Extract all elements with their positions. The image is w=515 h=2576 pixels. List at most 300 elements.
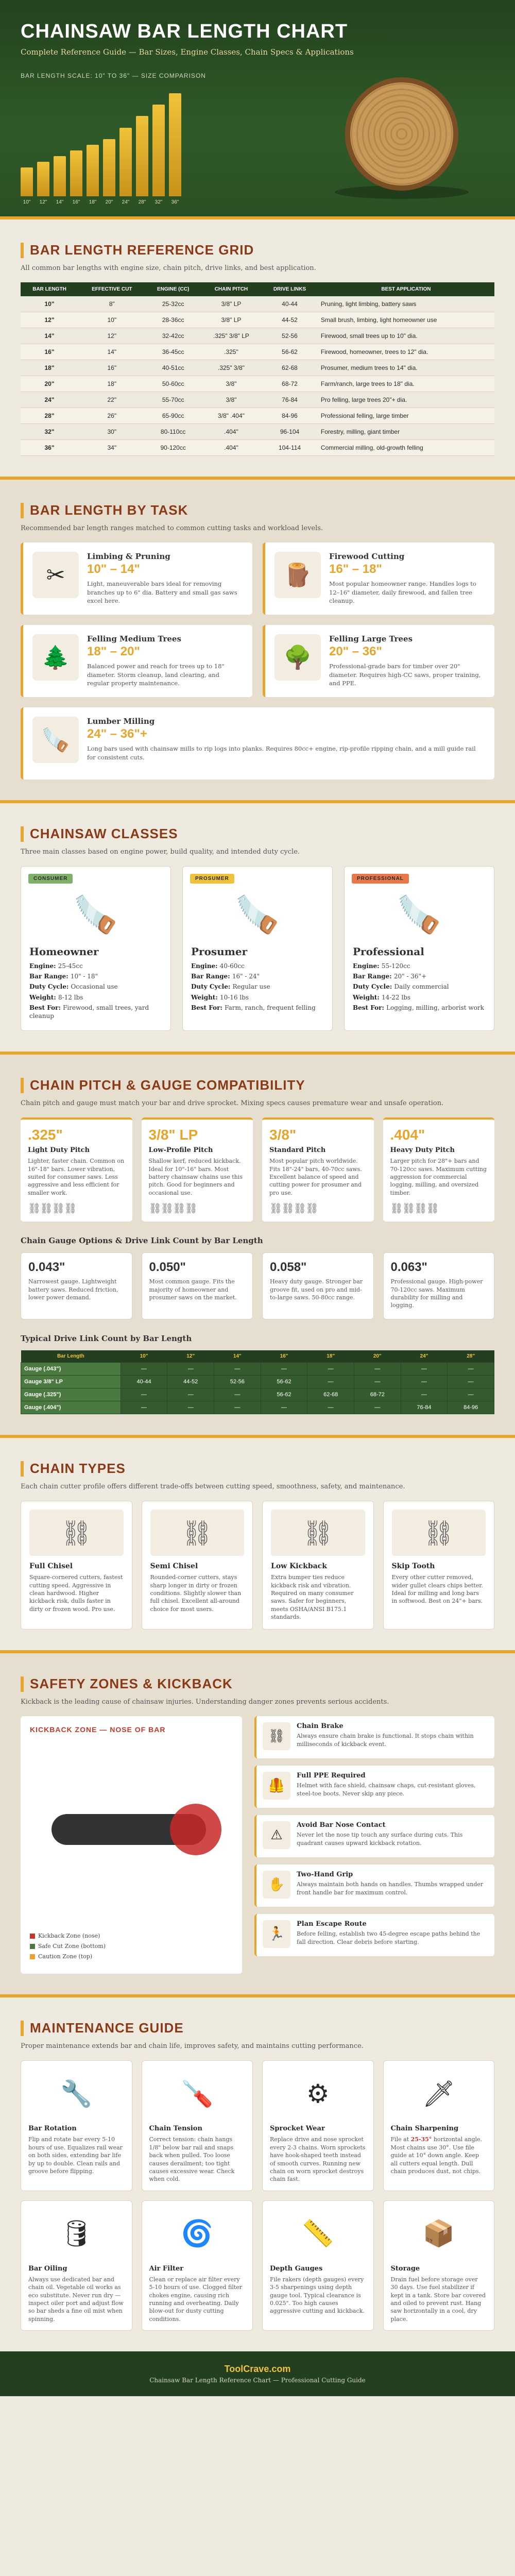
- chain-icon: ⛓: [271, 1510, 365, 1556]
- task-text: Balanced power and reach for trees up to 18" diameter. Storm cleanup, land clearing, and regular property maintenance.: [87, 663, 225, 687]
- dl-cell: —: [167, 1363, 214, 1376]
- maintenance-icon: ⚙: [306, 2079, 330, 2109]
- chain-type-card: [21, 1501, 132, 1630]
- table-cell: .325" 3/8": [201, 360, 262, 376]
- table-row: [21, 440, 494, 456]
- safety-tip-name: Plan Escape Route: [297, 1920, 367, 1928]
- dl-cell: —: [214, 1388, 261, 1401]
- maintenance-name: Chain Sharpening: [390, 2125, 459, 2133]
- class-grid: [21, 866, 494, 1031]
- safety-body: [297, 1821, 488, 1851]
- maintenance-icon: 🛢: [60, 2218, 93, 2249]
- chainsaw-icon: 🪚: [235, 893, 280, 936]
- dl-header-cell: 14": [214, 1350, 261, 1363]
- safety-icon: 🏃: [263, 1920, 290, 1948]
- safety-body: [297, 1920, 488, 1950]
- class-spec: [353, 962, 486, 970]
- chain-icon: ⛓⛓⛓⛓: [28, 1202, 76, 1215]
- chain-icon: ⛓⛓⛓⛓: [390, 1202, 439, 1215]
- chain-type-name: Semi Chisel: [150, 1562, 198, 1571]
- table-cell: 3/8": [201, 392, 262, 408]
- dl-cell: —: [307, 1401, 354, 1414]
- table-cell: 56-62: [262, 344, 318, 360]
- table-row: [21, 376, 494, 392]
- dl-cell: —: [214, 1401, 261, 1414]
- table-cell: 3/8" LP: [201, 312, 262, 328]
- footer-site[interactable]: ToolCrave.com: [224, 2364, 291, 2375]
- table-cell: 104-114: [262, 440, 318, 456]
- gauge-text: Most common gauge. Fits the majority of homeowner and prosumer saws on the market.: [149, 1278, 237, 1301]
- table-cell: .404": [201, 424, 262, 440]
- table-row: [21, 312, 494, 328]
- class-spec: [29, 972, 162, 980]
- dl-cell: —: [121, 1363, 167, 1376]
- safety-tip: [254, 1716, 494, 1758]
- dl-row: [21, 1388, 494, 1401]
- table-cell: 16": [21, 344, 78, 360]
- section-description: Kickback is the leading cause of chainsaw injuries. Understanding danger zones prevents serious accidents.: [21, 1698, 389, 1706]
- chain-type-name: Skip Tooth: [391, 1562, 435, 1571]
- bar-tick-label: 28": [138, 199, 146, 205]
- pitch-card: [383, 1117, 495, 1222]
- safety-tip-text: Helmet with face shield, chainsaw chaps, cut-resistant gloves, steel-toe boots. Never skip any piece.: [297, 1782, 476, 1797]
- table-cell: 28-36cc: [146, 312, 201, 328]
- bar-tick-label: 16": [72, 199, 80, 205]
- dl-cell: Gauge 3/8" LP: [21, 1376, 121, 1388]
- safety-section: [0, 1650, 515, 1994]
- table-row: [21, 360, 494, 376]
- maintenance-name: Storage: [390, 2264, 420, 2273]
- dl-cell: Gauge (.325"): [21, 1388, 121, 1401]
- bar-tick-label: 12": [39, 199, 47, 205]
- chain-type-name: Full Chisel: [29, 1562, 73, 1571]
- task-length: 10" – 14": [87, 562, 140, 576]
- table-cell: 40-51cc: [146, 360, 201, 376]
- dl-cell: 62-68: [307, 1388, 354, 1401]
- maintenance-card: [142, 2060, 253, 2191]
- section-title: SAFETY ZONES & KICKBACK: [21, 1676, 494, 1692]
- footer: [0, 2351, 515, 2396]
- kickback-legend: [30, 1931, 106, 1961]
- maintenance-name: Chain Tension: [149, 2125, 202, 2133]
- chain-type-text: Rounded-corner cutters, stays sharp longer in dirty or frozen conditions. Slightly slower than full chisel. Excellent all-around choice for most users.: [150, 1574, 242, 1613]
- table-cell: 3/8" LP: [201, 296, 262, 312]
- table-cell: Pro felling, large trees 20"+ dia.: [318, 392, 494, 408]
- safety-tip-name: Avoid Bar Nose Contact: [297, 1821, 386, 1829]
- pitch-section: [0, 1052, 515, 1435]
- safety-tip-name: Full PPE Required: [297, 1772, 366, 1780]
- table-row: [21, 408, 494, 424]
- table-cell: 16": [78, 360, 146, 376]
- maintenance-section: [0, 1994, 515, 2351]
- table-cell: Firewood, small trees up to 10" dia.: [318, 328, 494, 344]
- maintenance-card: [21, 2060, 132, 2191]
- table-cell: Professional felling, large timber: [318, 408, 494, 424]
- class-body: [183, 945, 332, 1022]
- dl-row: [21, 1401, 494, 1414]
- bar-column: [136, 116, 148, 205]
- table-cell: 3/8": [201, 376, 262, 392]
- legend-swatch: [30, 1944, 35, 1949]
- maintenance-text: File at 25-35° horizontal angle. Most chains use 30°. Use file guide at 10° down angle. Keep all cutters equal length. Dull chain produces dust, not chips.: [390, 2136, 483, 2175]
- gauge-value: 0.058": [270, 1260, 307, 1275]
- task-icon: 🪚: [32, 717, 79, 763]
- pitch-value: 3/8": [269, 1127, 297, 1143]
- maintenance-card: [142, 2200, 253, 2331]
- table-cell: Forestry, milling, giant timber: [318, 424, 494, 440]
- pitch-name: Standard Pitch: [269, 1146, 326, 1155]
- maintenance-text: Replace drive and nose sprocket every 2-3 chains. Worn sprockets have hook-shaped teeth instead of smooth curves. Running new chain on worn sprocket destroys chain fast.: [270, 2136, 366, 2183]
- dl-cell: —: [167, 1388, 214, 1401]
- class-spec-value: Firewood, small trees, yard cleanup: [29, 1004, 149, 1020]
- class-body: [21, 945, 170, 1030]
- dl-cell: —: [121, 1401, 167, 1414]
- safety-icon: 🦺: [263, 1772, 290, 1800]
- safety-body: [297, 1772, 488, 1802]
- safety-tip: [254, 1914, 494, 1956]
- task-text: Light, maneuverable bars ideal for removing branches up to 6" dia. Battery and small gas saws excel here.: [87, 580, 237, 605]
- task-text: Most popular homeowner range. Handles logs to 12–16" diameter, daily firewood, and fallen tree cleanup.: [329, 580, 476, 605]
- gauge-text: Professional gauge. High-power 70-120cc saws. Maximum durability for milling and logging.: [390, 1278, 483, 1309]
- class-name: Professional: [353, 945, 424, 958]
- dl-cell: —: [354, 1401, 401, 1414]
- chain-icon: ⛓⛓⛓⛓: [148, 1202, 197, 1215]
- gauge-value: 0.063": [390, 1260, 427, 1275]
- maintenance-text: Clean or replace air filter every 5-10 hours of use. Clogged filter chokes engine, causing rich running and overheating. Daily blow-out for dusty cutting conditions.: [149, 2276, 243, 2323]
- legend-entry: [30, 1952, 106, 1962]
- chain-type-name: Low Kickback: [271, 1562, 327, 1571]
- gauge-text: Heavy duty gauge. Stronger bar groove fit, used on pro and mid-to-large saws. 50-80cc range.: [270, 1278, 363, 1301]
- pitch-value: .404": [390, 1127, 425, 1143]
- task-length: 24" – 36"+: [87, 727, 147, 741]
- legend-entry: [30, 1941, 106, 1952]
- class-spec: [191, 982, 324, 991]
- maintenance-name: Air Filter: [149, 2264, 184, 2273]
- table-cell: 3/8" .404": [201, 408, 262, 424]
- class-spec-label: Weight:: [353, 993, 382, 1001]
- table-row: [21, 344, 494, 360]
- bar-column: [70, 150, 82, 205]
- safety-body: [297, 1722, 488, 1752]
- task-card: [263, 625, 494, 697]
- table-header-cell: DRIVE LINKS: [262, 282, 318, 296]
- class-spec-label: Bar Range:: [29, 973, 71, 980]
- gauge-grid: [21, 1252, 494, 1319]
- chainsaw-icon: 🪚: [73, 893, 118, 936]
- maintenance-name: Depth Gauges: [270, 2264, 323, 2273]
- legend-swatch: [30, 1954, 35, 1959]
- table-cell: 28": [21, 408, 78, 424]
- maintenance-icon: 📦: [422, 2218, 455, 2249]
- reference-grid-section: [0, 216, 515, 477]
- task-body: [87, 634, 243, 688]
- maintenance-text: Flip and rotate bar every 5-10 hours of use. Equalizes rail wear on both sides, extending bar life by up to double. Clean rails and groove before flipping.: [28, 2136, 123, 2175]
- table-header-cell: BEST APPLICATION: [318, 282, 494, 296]
- table-cell: 12": [78, 328, 146, 344]
- class-tag: PROSUMER: [190, 874, 234, 884]
- table-cell: 32": [21, 424, 78, 440]
- table-cell: 84-96: [262, 408, 318, 424]
- task-card: [21, 625, 252, 697]
- table-cell: 62-68: [262, 360, 318, 376]
- legend-label: Caution Zone (top): [38, 1953, 93, 1960]
- safety-icon: ⛓: [263, 1722, 290, 1750]
- dl-cell: 56-62: [261, 1376, 307, 1388]
- task-card: [21, 707, 494, 779]
- section-title: CHAINSAW CLASSES: [21, 826, 494, 842]
- maintenance-icon: 🔧: [60, 2078, 93, 2109]
- maintenance-card: [383, 2060, 495, 2191]
- class-spec-label: Best For:: [191, 1004, 225, 1011]
- bar-tick-label: 32": [154, 199, 163, 205]
- maintenance-card: [21, 2200, 132, 2331]
- class-spec-value: Daily commercial: [394, 983, 449, 991]
- safety-tips: [254, 1716, 494, 1974]
- table-row: [21, 328, 494, 344]
- pitch-name: Heavy Duty Pitch: [390, 1146, 455, 1155]
- class-spec-value: Farm, ranch, frequent felling: [225, 1004, 316, 1011]
- class-card: [182, 866, 333, 1031]
- table-cell: 80-110cc: [146, 424, 201, 440]
- task-icon: 🪵: [274, 552, 321, 598]
- bar-column: [169, 93, 181, 205]
- dl-cell: —: [401, 1376, 448, 1388]
- bar-length-chart: [21, 87, 181, 205]
- class-spec-label: Weight:: [29, 993, 58, 1001]
- pitch-name: Low-Profile Pitch: [148, 1146, 213, 1155]
- maintenance-text: Drain fuel before storage over 30 days. Use fuel stabilizer if kept in a tank. Store bar covered and oiled to prevent rust. Hang saw horizontally in a cool, dry place.: [390, 2276, 486, 2323]
- section-description: Proper maintenance extends bar and chain life, improves safety, and maintains cutting performance.: [21, 2042, 364, 2050]
- dl-cell: —: [307, 1376, 354, 1388]
- table-cell: 32-42cc: [146, 328, 201, 344]
- pitch-text: Most popular pitch worldwide. Fits 18"-24" bars, 40-70cc saws. Excellent balance of speed and cutting power for prosumer and pro use.: [269, 1158, 362, 1196]
- bar-tick-label: 18": [89, 199, 97, 205]
- class-spec-value: 55-120cc: [381, 962, 410, 970]
- task-grid: [21, 543, 494, 779]
- kickback-zone-marker: [170, 1804, 221, 1855]
- safety-tip: [254, 1815, 494, 1857]
- maintenance-icon: 🗡: [422, 2078, 455, 2109]
- section-divider: [0, 800, 515, 803]
- bar-tick-label: 20": [105, 199, 113, 205]
- dl-cell: 40-44: [121, 1376, 167, 1388]
- table-header-cell: CHAIN PITCH: [201, 282, 262, 296]
- table-cell: Prosumer, medium trees to 14" dia.: [318, 360, 494, 376]
- dl-cell: 56-62: [261, 1388, 307, 1401]
- bar-mark: [169, 93, 181, 196]
- dl-cell: 44-52: [167, 1376, 214, 1388]
- class-spec-label: Bar Range:: [191, 973, 232, 980]
- class-tag: PROFESSIONAL: [352, 874, 409, 884]
- class-spec: [353, 1004, 486, 1012]
- chain-type-card: [262, 1501, 374, 1630]
- class-spec-label: Engine:: [353, 962, 382, 970]
- class-spec-value: 14-22 lbs: [381, 993, 411, 1001]
- pitch-text: Larger pitch for 28"+ bars and 70-120cc saws. Maximum cutting aggression for commercial logging, milling, and oversized timber.: [390, 1158, 487, 1196]
- task-icon: 🌳: [274, 634, 321, 681]
- table-cell: 90-120cc: [146, 440, 201, 456]
- bar-column: [103, 139, 115, 205]
- class-spec-value: 10-16 lbs: [219, 993, 249, 1001]
- dl-cell: —: [167, 1401, 214, 1414]
- table-cell: 40-44: [262, 296, 318, 312]
- dl-cell: Gauge (.043"): [21, 1363, 121, 1376]
- class-spec: [353, 993, 486, 1002]
- dl-cell: 76-84: [401, 1401, 448, 1414]
- dl-header-cell: 16": [261, 1350, 307, 1363]
- table-cell: 22": [78, 392, 146, 408]
- task-card: [263, 543, 494, 615]
- table-cell: 26": [78, 408, 146, 424]
- task-length: 20" – 36": [329, 645, 382, 659]
- table-header-cell: EFFECTIVE CUT: [78, 282, 146, 296]
- class-spec-label: Engine:: [191, 962, 220, 970]
- safety-body: [297, 1871, 488, 1901]
- class-spec-value: 40-60cc: [219, 962, 245, 970]
- task-text: Long bars used with chainsaw mills to rip logs into planks. Requires 80cc+ engine, rip-profile ripping chain, and a mill guide rail for consistent cuts.: [87, 745, 476, 761]
- pitch-card: [142, 1117, 253, 1222]
- table-cell: 76-84: [262, 392, 318, 408]
- maintenance-icon: 🌀: [181, 2218, 213, 2249]
- task-name: Firewood Cutting: [329, 552, 405, 561]
- pitch-value: 3/8" LP: [148, 1127, 198, 1143]
- table-cell: 68-72: [262, 376, 318, 392]
- bar-tick-label: 36": [171, 199, 179, 205]
- task-name: Lumber Milling: [87, 717, 155, 726]
- section-description: Three main classes based on engine power, build quality, and intended duty cycle.: [21, 848, 300, 856]
- table-cell: 14": [78, 344, 146, 360]
- footer-text: Chainsaw Bar Length Reference Chart — Professional Cutting Guide: [149, 2377, 366, 2384]
- bar-tick-label: 10": [23, 199, 31, 205]
- table-cell: 20": [21, 376, 78, 392]
- class-spec: [191, 1004, 324, 1012]
- dl-header-cell: 18": [307, 1350, 354, 1363]
- safety-tip-name: Two-Hand Grip: [297, 1871, 353, 1879]
- section-description: Each chain cutter profile offers different trade-offs between cutting speed, smoothness, safety, and maintenance.: [21, 1483, 405, 1491]
- class-card: [21, 866, 171, 1031]
- bar-mark: [136, 116, 148, 196]
- gauge-card: [142, 1252, 253, 1319]
- class-spec-label: Duty Cycle:: [191, 983, 233, 991]
- table-cell: Firewood, homeowner, trees to 12" dia.: [318, 344, 494, 360]
- maintenance-text: Always use dedicated bar and chain oil. Vegetable oil works as eco substitute. Never run dry — inspect oiler port and adjust flow so bar sheds a fine oil mist when spinning.: [28, 2276, 124, 2323]
- table-row: [21, 296, 494, 312]
- gauge-text: Narrowest gauge. Lightweight battery saws. Reduced friction, lower power demand.: [28, 1278, 118, 1301]
- gauge-card: [262, 1252, 374, 1319]
- class-tag: CONSUMER: [28, 874, 73, 884]
- pitch-text: Lighter, faster chain. Common on 16"-18" bars. Lower vibration, suited for consumer saws. Less aggressive and less efficient for smaller work.: [28, 1158, 125, 1196]
- table-cell: .404": [201, 440, 262, 456]
- section-divider: [0, 1435, 515, 1438]
- pitch-card: [262, 1117, 374, 1222]
- class-name: Homeowner: [29, 945, 99, 958]
- dl-cell: —: [261, 1401, 307, 1414]
- class-spec-value: 20" - 36"+: [393, 973, 427, 980]
- class-spec: [191, 972, 324, 980]
- dl-header-cell: 24": [401, 1350, 448, 1363]
- class-spec-label: Best For:: [353, 1004, 387, 1011]
- page-subtitle: Complete Reference Guide — Bar Sizes, Engine Classes, Chain Specs & Applications: [21, 47, 354, 57]
- section-divider: [0, 1052, 515, 1055]
- classes-section: [0, 800, 515, 1052]
- legend-label: Safe Cut Zone (bottom): [38, 1942, 106, 1950]
- table-cell: 55-70cc: [146, 392, 201, 408]
- bar-tick-label: 14": [56, 199, 64, 205]
- task-body: [329, 552, 485, 605]
- bar-mark: [87, 145, 99, 196]
- table-cell: .325" 3/8" LP: [201, 328, 262, 344]
- class-name: Prosumer: [191, 945, 248, 958]
- dl-cell: Gauge (.404"): [21, 1401, 121, 1414]
- class-spec-value: Regular use: [232, 983, 270, 991]
- table-cell: 36-45cc: [146, 344, 201, 360]
- safety-tip-name: Chain Brake: [297, 1722, 344, 1731]
- safety-tip-text: Always ensure chain brake is functional. It stops chain within milliseconds of kickback event.: [297, 1733, 474, 1748]
- class-spec-label: Bar Range:: [353, 973, 394, 980]
- task-length: 16" – 18": [329, 562, 382, 576]
- task-icon: ✂: [32, 552, 79, 598]
- chain-type-grid: [21, 1501, 494, 1630]
- kickback-zone-title: KICKBACK ZONE — NOSE OF BAR: [30, 1725, 166, 1734]
- maintenance-name: Bar Rotation: [28, 2125, 77, 2133]
- section-divider: [0, 477, 515, 480]
- dl-header-cell: 12": [167, 1350, 214, 1363]
- table-row: [21, 424, 494, 440]
- bar-mark: [119, 128, 132, 196]
- task-icon: 🌲: [32, 634, 79, 681]
- table-cell: 50-60cc: [146, 376, 201, 392]
- safety-icon: ✋: [263, 1871, 290, 1899]
- dl-cell: —: [354, 1363, 401, 1376]
- class-spec-value: Occasional use: [71, 983, 118, 991]
- dl-header-cell: 28": [448, 1350, 494, 1363]
- chain-type-text: Extra bumper ties reduce kickback risk and vibration. Required on many consumer saws. Safer for beginners, meets OSHA/ANSI B175.1 standards.: [271, 1574, 354, 1621]
- table-header-cell: ENGINE (CC): [146, 282, 201, 296]
- class-spec-value: Logging, milling, arborist work: [386, 1004, 484, 1011]
- chain-icon: ⛓⛓⛓⛓: [269, 1202, 318, 1215]
- bar-mark: [21, 167, 33, 196]
- safety-tip-text: Before felling, establish two 45-degree escape paths behind the fall direction. Clear debris before starting.: [297, 1930, 480, 1945]
- legend-entry: [30, 1931, 106, 1941]
- table-cell: Farm/ranch, large trees to 18" dia.: [318, 376, 494, 392]
- dl-cell: —: [214, 1363, 261, 1376]
- class-spec: [29, 1004, 162, 1020]
- bar-mark: [37, 162, 49, 196]
- table-cell: Commercial milling, old-growth felling: [318, 440, 494, 456]
- table-cell: 65-90cc: [146, 408, 201, 424]
- table-cell: 18": [21, 360, 78, 376]
- chain-icon: ⛓: [392, 1510, 486, 1556]
- maintenance-card: [383, 2200, 495, 2331]
- chainsaw-icon: 🪚: [397, 893, 442, 936]
- table-cell: 96-104: [262, 424, 318, 440]
- class-card: [344, 866, 494, 1031]
- table-cell: 34": [78, 440, 146, 456]
- maintenance-name: Bar Oiling: [28, 2264, 67, 2273]
- table-cell: 25-32cc: [146, 296, 201, 312]
- dl-cell: —: [401, 1363, 448, 1376]
- class-spec: [29, 962, 162, 970]
- dl-cell: —: [448, 1388, 494, 1401]
- dl-cell: 84-96: [448, 1401, 494, 1414]
- task-name: Felling Large Trees: [329, 634, 413, 644]
- bar-column: [119, 128, 132, 205]
- chain-type-card: [383, 1501, 495, 1630]
- section-divider: [0, 1650, 515, 1653]
- gauge-subtitle: Chain Gauge Options & Drive Link Count by Bar Length: [21, 1236, 263, 1246]
- section-divider: [0, 216, 515, 219]
- class-spec: [191, 993, 324, 1002]
